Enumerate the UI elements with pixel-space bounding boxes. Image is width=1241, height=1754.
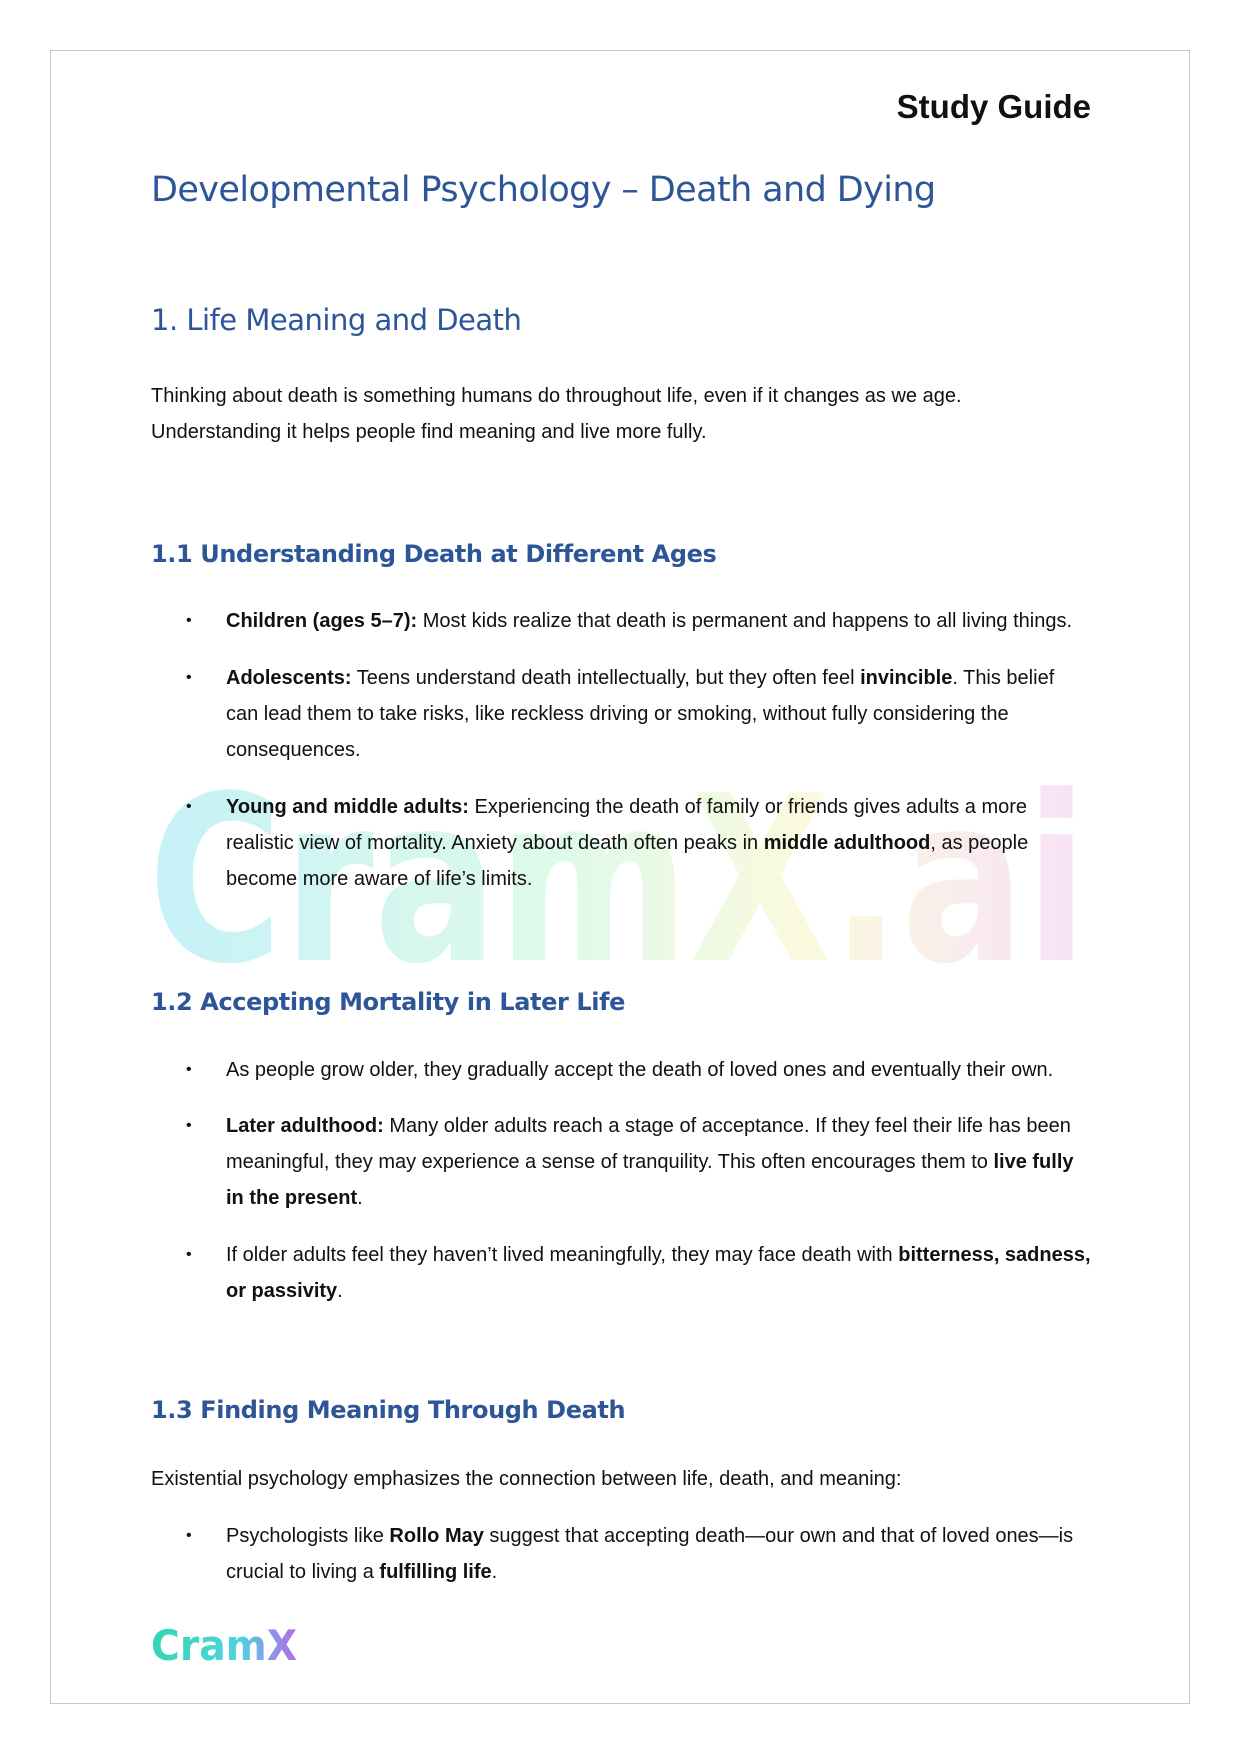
item-emphasis: live fully in the present	[226, 1151, 1074, 1209]
logo-text: CramX	[151, 1621, 297, 1670]
item-emphasis: Rollo May	[389, 1525, 484, 1547]
list-item	[151, 789, 1091, 897]
list-item	[151, 1108, 1091, 1216]
document-title: Developmental Psychology – Death and Dying	[151, 170, 936, 210]
list-item	[151, 1518, 1091, 1590]
item-emphasis: invincible	[860, 667, 953, 689]
item-lead: Children (ages 5–7):	[226, 610, 418, 632]
list-item	[151, 1052, 1091, 1088]
section-1-2-heading: 1.2 Accepting Mortality in Later Life	[151, 988, 626, 1016]
intro-line-2: Understanding it helps people find meaning and live more fully.	[151, 421, 707, 443]
section-1-3-intro: Existential psychology emphasizes the connection between life, death, and meaning:	[151, 1468, 902, 1490]
item-text: Experiencing the death of family or friends gives adults a more realistic view of mortality. Anxiety about death often peaks in	[226, 796, 1028, 854]
section-1-1-heading: 1.1 Understanding Death at Different Ages	[151, 540, 717, 568]
item-text: .	[337, 1280, 343, 1302]
bullet-icon: •	[186, 1117, 192, 1134]
item-text: Psychologists like	[226, 1525, 390, 1547]
section-1-intro	[151, 378, 1091, 450]
intro-line-1: Thinking about death is something humans do throughout life, even if it changes as we age.	[151, 385, 962, 407]
bullet-icon: •	[186, 1246, 192, 1263]
study-guide-label: Study Guide	[896, 88, 1091, 125]
item-text: , as people become more aware of life’s limits.	[226, 832, 1029, 890]
item-emphasis: bitterness, sadness, or passivity	[226, 1244, 1091, 1302]
bullet-icon: •	[186, 612, 192, 629]
section-1-1-list	[151, 603, 1091, 897]
item-text: . This belief can lead them to take risks, like reckless driving or smoking, without fully considering the consequences.	[226, 667, 1055, 761]
item-text: Most kids realize that death is permanent and happens to all living things.	[417, 610, 1072, 632]
item-lead: Young and middle adults:	[226, 796, 469, 818]
bullet-icon: •	[186, 669, 192, 686]
item-text: .	[357, 1187, 363, 1209]
bullet-icon: •	[186, 1527, 192, 1544]
cramx-logo	[151, 1620, 301, 1670]
bullet-icon: •	[186, 1061, 192, 1078]
item-text: .	[491, 1561, 498, 1583]
section-1-2-list	[151, 1052, 1091, 1309]
item-text: Teens understand death intellectually, but they often feel	[351, 667, 861, 689]
item-text: suggest that accepting death—our own and that of loved ones—is crucial to living a	[226, 1525, 1074, 1583]
item-lead: Later adulthood:	[226, 1115, 384, 1137]
item-text: As people grow older, they gradually accept the death of loved ones and eventually their own.	[226, 1059, 1054, 1081]
item-text: If older adults feel they haven’t lived meaningfully, they may face death with	[226, 1244, 899, 1266]
bullet-icon: •	[186, 798, 192, 815]
item-emphasis: fulfilling life	[379, 1561, 492, 1583]
list-item	[151, 660, 1091, 768]
item-lead: Adolescents:	[226, 667, 352, 689]
list-item	[151, 1237, 1091, 1309]
item-text: Many older adults reach a stage of acceptance. If they feel their life has been meaningful, they may experience a sense of tranquility. This often encourages them to	[226, 1115, 1071, 1173]
list-item	[151, 603, 1091, 639]
section-1-3-list	[151, 1518, 1091, 1590]
section-1-3-heading: 1.3 Finding Meaning Through Death	[151, 1396, 626, 1424]
watermark-text: CramX.ai	[148, 755, 1088, 1000]
section-1-heading: 1. Life Meaning and Death	[151, 303, 522, 337]
item-emphasis: middle adulthood	[763, 832, 931, 854]
